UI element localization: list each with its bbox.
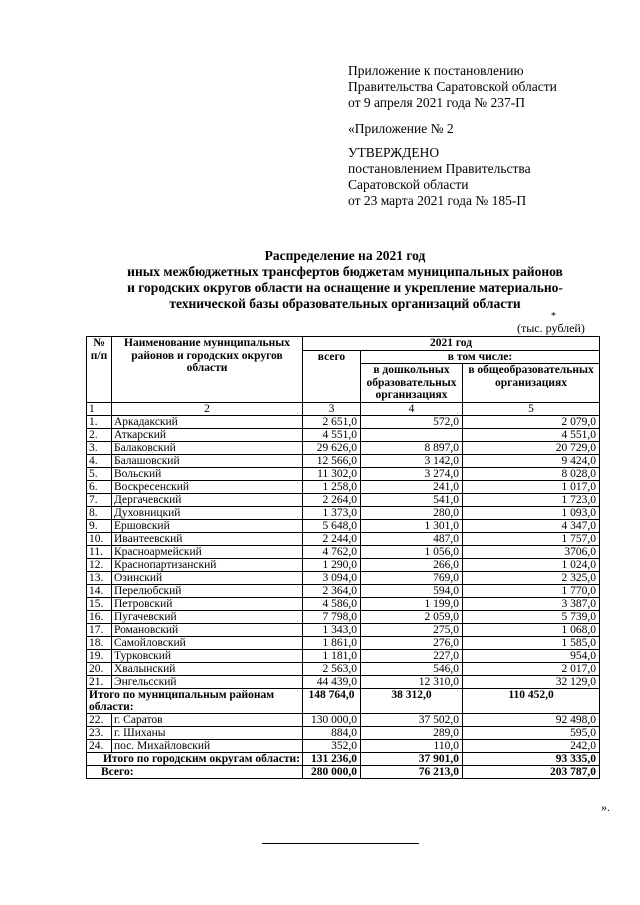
appendix-line: Правительства Саратовской области (348, 79, 557, 94)
col-number: 4 (361, 402, 463, 415)
table-row (87, 532, 600, 545)
header-name: Наименование муниципальных районов и городских округов области (112, 337, 303, 403)
row-total: 11 302,0 (303, 467, 361, 480)
row-name: Пугачевский (112, 610, 303, 623)
asterisk-mark: * (551, 311, 556, 322)
row-name: Турковский (112, 649, 303, 662)
appendix-2-label (348, 121, 633, 137)
row-general: 954,0 (463, 649, 600, 662)
row-preschool: 769,0 (361, 571, 463, 584)
row-general: 2 325,0 (463, 571, 600, 584)
row-name: Духовницкий (112, 506, 303, 519)
subtotal-districts-label: Итого по муниципальным районам области: (87, 688, 303, 713)
district-rows (87, 415, 600, 688)
row-general: 5 739,0 (463, 610, 600, 623)
row-name: Аткарский (112, 428, 303, 441)
table-row (87, 726, 600, 739)
row-preschool: 241,0 (361, 480, 463, 493)
table-row (87, 558, 600, 571)
row-preschool: 3 274,0 (361, 467, 463, 480)
table-row (87, 428, 600, 441)
table-row (87, 649, 600, 662)
header-including: в том числе: (361, 350, 600, 364)
row-preschool: 37 502,0 (361, 713, 463, 726)
col-number: 5 (463, 402, 600, 415)
row-number: 11. (87, 545, 112, 558)
city-rows (87, 713, 600, 752)
row-general: 4 347,0 (463, 519, 600, 532)
row-name: Ивантеевский (112, 532, 303, 545)
header-preschool: в дошкольных образовательных организациях (361, 364, 463, 403)
table-row (87, 662, 600, 675)
row-name: Балаковский (112, 441, 303, 454)
grand-total-preschool: 76 213,0 (361, 765, 463, 778)
subtotal-districts-preschool: 38 312,0 (361, 688, 463, 713)
row-total: 130 000,0 (303, 713, 361, 726)
table-row (87, 441, 600, 454)
table-row (87, 415, 600, 428)
subtotal-districts-general: 110 452,0 (463, 688, 600, 713)
row-preschool: 276,0 (361, 636, 463, 649)
row-preschool: 8 897,0 (361, 441, 463, 454)
appendix-line: Приложение к постановлению (348, 63, 524, 78)
row-preschool: 572,0 (361, 415, 463, 428)
table-row (87, 713, 600, 726)
row-preschool: 227,0 (361, 649, 463, 662)
row-number: 8. (87, 506, 112, 519)
row-name: г. Саратов (112, 713, 303, 726)
row-number: 20. (87, 662, 112, 675)
row-general: 3706,0 (463, 545, 600, 558)
row-name: Балашовский (112, 454, 303, 467)
row-name: Перелюбский (112, 584, 303, 597)
appendix-reference (348, 63, 633, 111)
row-preschool: 3 142,0 (361, 454, 463, 467)
row-name: Красноармейский (112, 545, 303, 558)
row-general: 242,0 (463, 739, 600, 752)
row-total: 44 439,0 (303, 675, 361, 688)
table-row (87, 610, 600, 623)
approved-line: от 23 марта 2021 года № 185-П (348, 193, 527, 208)
title-line: иных межбюджетных трансфертов бюджетам муниципальных районов (127, 264, 563, 279)
row-preschool: 541,0 (361, 493, 463, 506)
row-total: 2 651,0 (303, 415, 361, 428)
row-preschool: 546,0 (361, 662, 463, 675)
row-total: 2 364,0 (303, 584, 361, 597)
row-general: 1 757,0 (463, 532, 600, 545)
row-number: 10. (87, 532, 112, 545)
row-preschool: 1 056,0 (361, 545, 463, 558)
row-general: 2 017,0 (463, 662, 600, 675)
row-name: г. Шиханы (112, 726, 303, 739)
row-number: 12. (87, 558, 112, 571)
document-title (80, 248, 610, 312)
table-row (87, 506, 600, 519)
row-number: 14. (87, 584, 112, 597)
row-name: пос. Михайловский (112, 739, 303, 752)
row-general: 1 017,0 (463, 480, 600, 493)
row-number: 4. (87, 454, 112, 467)
row-number: 5. (87, 467, 112, 480)
row-total: 4 551,0 (303, 428, 361, 441)
row-total: 5 648,0 (303, 519, 361, 532)
subtotal-cities-total: 131 236,0 (303, 752, 361, 765)
row-total: 2 244,0 (303, 532, 361, 545)
row-preschool: 266,0 (361, 558, 463, 571)
row-preschool: 2 059,0 (361, 610, 463, 623)
units-label: (тыс. рублей) (517, 321, 585, 335)
row-name: Дергачевский (112, 493, 303, 506)
row-general: 1 068,0 (463, 623, 600, 636)
row-general: 92 498,0 (463, 713, 600, 726)
row-number: 13. (87, 571, 112, 584)
row-number: 3. (87, 441, 112, 454)
row-number: 22. (87, 713, 112, 726)
col-number: 3 (303, 402, 361, 415)
row-total: 7 798,0 (303, 610, 361, 623)
row-number: 19. (87, 649, 112, 662)
row-total: 1 258,0 (303, 480, 361, 493)
row-general: 1 770,0 (463, 584, 600, 597)
table-row (87, 454, 600, 467)
row-total: 2 563,0 (303, 662, 361, 675)
header-year: 2021 год (303, 337, 600, 351)
approved-block (348, 145, 633, 209)
table-row (87, 493, 600, 506)
row-total: 4 762,0 (303, 545, 361, 558)
row-total: 4 586,0 (303, 597, 361, 610)
row-name: Петровский (112, 597, 303, 610)
footer-divider (262, 843, 419, 844)
row-name: Самойловский (112, 636, 303, 649)
row-name: Озинский (112, 571, 303, 584)
row-total: 1 373,0 (303, 506, 361, 519)
subtotal-cities-label: Итого по городским округам области: (87, 752, 303, 765)
row-name: Вольский (112, 467, 303, 480)
row-name: Воскресенский (112, 480, 303, 493)
row-total: 1 343,0 (303, 623, 361, 636)
row-preschool: 1 199,0 (361, 597, 463, 610)
header-general: в общеобразовательных организациях (463, 364, 600, 403)
row-number: 7. (87, 493, 112, 506)
row-general: 1 723,0 (463, 493, 600, 506)
row-name: Краснопартизанский (112, 558, 303, 571)
row-preschool: 280,0 (361, 506, 463, 519)
row-total: 2 264,0 (303, 493, 361, 506)
row-general: 32 129,0 (463, 675, 600, 688)
row-total: 3 094,0 (303, 571, 361, 584)
row-general: 9 424,0 (463, 454, 600, 467)
row-preschool: 12 310,0 (361, 675, 463, 688)
table-row (87, 519, 600, 532)
row-number: 6. (87, 480, 112, 493)
row-general: 1 093,0 (463, 506, 600, 519)
district-subtotal (87, 688, 600, 713)
row-number: 21. (87, 675, 112, 688)
appendix-2-text: «Приложение № 2 (348, 121, 454, 136)
row-number: 23. (87, 726, 112, 739)
row-preschool: 594,0 (361, 584, 463, 597)
title-line: и городских округов области на оснащение и укрепление материально- (127, 280, 563, 295)
row-general: 4 551,0 (463, 428, 600, 441)
row-preschool: 110,0 (361, 739, 463, 752)
distribution-table (86, 336, 600, 779)
approved-line: постановлением Правительства (348, 161, 531, 176)
row-number: 17. (87, 623, 112, 636)
row-preschool: 289,0 (361, 726, 463, 739)
row-preschool: 487,0 (361, 532, 463, 545)
row-total: 1 290,0 (303, 558, 361, 571)
row-number: 24. (87, 739, 112, 752)
row-total: 884,0 (303, 726, 361, 739)
title-line: технической базы образовательных организаций области (169, 296, 521, 311)
row-general: 2 079,0 (463, 415, 600, 428)
subtotal-districts-total: 148 764,0 (303, 688, 361, 713)
row-general: 8 028,0 (463, 467, 600, 480)
row-number: 1. (87, 415, 112, 428)
table-row (87, 623, 600, 636)
col-number: 2 (112, 402, 303, 415)
row-general: 1 024,0 (463, 558, 600, 571)
row-name: Ершовский (112, 519, 303, 532)
col-number: 1 (87, 402, 112, 415)
row-name: Энгельсский (112, 675, 303, 688)
table-row (87, 597, 600, 610)
table-row (87, 480, 600, 493)
row-total: 29 626,0 (303, 441, 361, 454)
grand-total-label: Всего: (87, 765, 303, 778)
subtotal-cities-preschool: 37 901,0 (361, 752, 463, 765)
row-general: 595,0 (463, 726, 600, 739)
row-preschool: 275,0 (361, 623, 463, 636)
row-preschool: 1 301,0 (361, 519, 463, 532)
table-row (87, 584, 600, 597)
grand-total-general: 203 787,0 (463, 765, 600, 778)
table-row (87, 636, 600, 649)
header-total: всего (303, 350, 361, 402)
row-name: Аркадакский (112, 415, 303, 428)
grand-total-total: 280 000,0 (303, 765, 361, 778)
row-number: 15. (87, 597, 112, 610)
table-row (87, 467, 600, 480)
row-preschool (361, 428, 463, 441)
table-row (87, 571, 600, 584)
appendix-line: от 9 апреля 2021 года № 237-П (348, 95, 525, 110)
table-row (87, 739, 600, 752)
row-number: 18. (87, 636, 112, 649)
row-name: Романовский (112, 623, 303, 636)
row-number: 16. (87, 610, 112, 623)
row-number: 9. (87, 519, 112, 532)
row-total: 1 861,0 (303, 636, 361, 649)
row-general: 3 387,0 (463, 597, 600, 610)
closing-quote: ». (601, 800, 610, 814)
row-name: Хвалынский (112, 662, 303, 675)
title-line: Распределение на 2021 год (264, 248, 426, 263)
row-number: 2. (87, 428, 112, 441)
row-general: 20 729,0 (463, 441, 600, 454)
approved-line: УТВЕРЖДЕНО (348, 145, 440, 160)
row-total: 352,0 (303, 739, 361, 752)
approved-line: Саратовской области (348, 177, 469, 192)
subtotal-cities-general: 93 335,0 (463, 752, 600, 765)
table-row (87, 545, 600, 558)
header-num: № п/п (87, 337, 112, 403)
row-total: 1 181,0 (303, 649, 361, 662)
row-general: 1 585,0 (463, 636, 600, 649)
row-total: 12 566,0 (303, 454, 361, 467)
totals (87, 752, 600, 778)
table-row (87, 675, 600, 688)
